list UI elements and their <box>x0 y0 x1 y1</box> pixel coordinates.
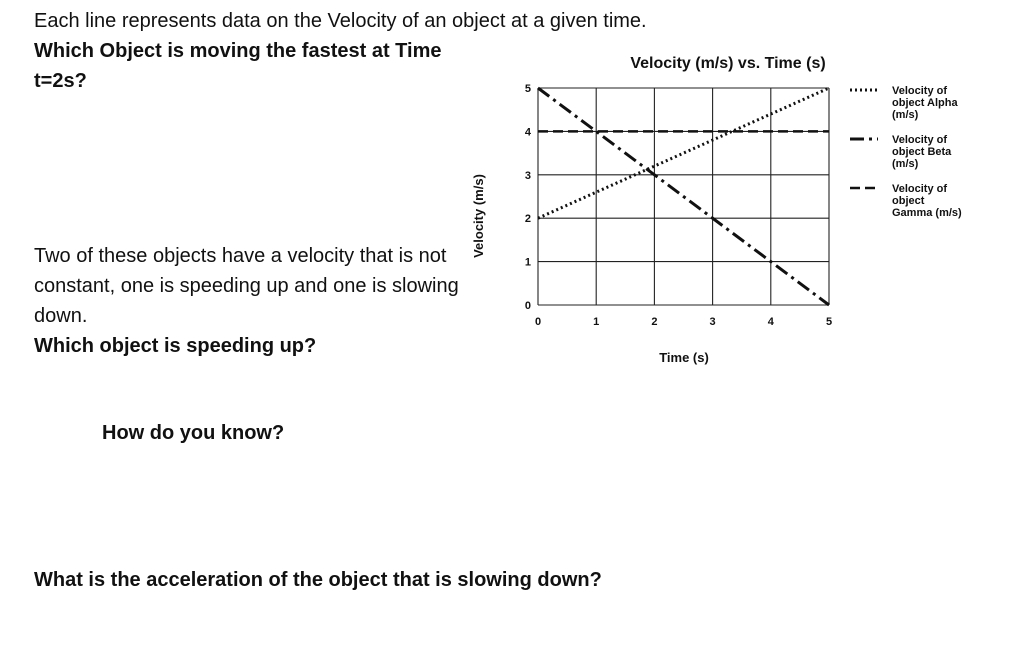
x-tick-label: 0 <box>534 316 542 328</box>
question-speeding-up: Which object is speeding up? <box>34 335 317 357</box>
legend-label: Velocity of <box>892 134 948 146</box>
question-how-do-you-know: How do you know? <box>102 422 285 444</box>
x-tick-label: 1 <box>593 316 600 328</box>
legend-label: object Alpha <box>892 97 958 109</box>
question-fastest: Which Object is moving the fastest at Time t=2s? <box>34 40 442 92</box>
legend-label: object <box>892 195 925 207</box>
velocity-time-chart <box>450 40 1010 380</box>
series-lines <box>538 88 829 305</box>
series-line-1 <box>538 88 829 218</box>
y-tick-label: 2 <box>524 213 531 226</box>
chart-title: Velocity (m/s) vs. Time (s) <box>630 55 826 72</box>
y-tick-label: 3 <box>524 169 531 182</box>
intro-text: Each line represents data on the Velocity of an object at a given time. <box>34 10 647 32</box>
x-axis-label: Time (s) <box>659 350 709 365</box>
x-tick-label: 5 <box>825 316 833 328</box>
chart-legend <box>850 85 962 219</box>
series-line-2 <box>538 88 829 305</box>
x-tick-label: 4 <box>767 316 774 328</box>
y-axis-label: Velocity (m/s) <box>471 174 486 258</box>
y-tick-label: 1 <box>524 256 531 269</box>
y-tick-label: 5 <box>524 83 531 95</box>
legend-label: Velocity of <box>892 85 948 97</box>
x-tick-label: 3 <box>709 316 716 328</box>
paragraph-not-constant: Two of these objects have a velocity that is not constant, one is speeding up and one is slowing down. <box>34 245 459 327</box>
legend-label: object Beta <box>892 146 952 158</box>
y-tick-label: 0 <box>524 300 531 312</box>
y-tick-label: 4 <box>524 126 531 139</box>
legend-label: (m/s) <box>892 109 919 121</box>
legend-label: Velocity of <box>892 183 948 195</box>
question-acceleration: What is the acceleration of the object that is slowing down? <box>34 569 602 591</box>
x-tick-label: 2 <box>651 316 658 328</box>
axis-ticks <box>525 83 832 328</box>
legend-label: Gamma (m/s) <box>892 207 962 219</box>
legend-label: (m/s) <box>892 158 919 170</box>
